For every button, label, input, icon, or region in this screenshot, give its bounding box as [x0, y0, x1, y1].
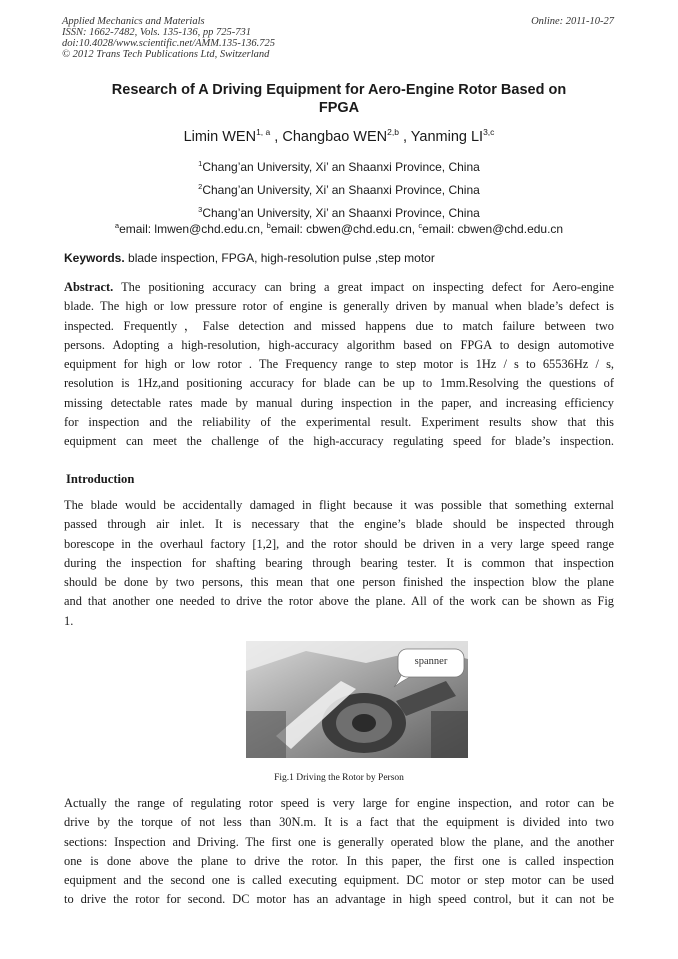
callout-label: spanner [414, 656, 448, 667]
body-line: to drive the rotor for second. DC motor has an advantage in high speed control, but it can not be [64, 892, 614, 907]
introduction-line: 1. [64, 613, 74, 628]
abstract-line-text: The positioning accuracy can bring a great impact on inspecting defect for Aero-engine [113, 280, 614, 294]
abstract-line: blade. The high or low pressure rotor of engine is generally driven by manual when blade’s defect is [64, 299, 614, 314]
abstract-line: missing detectable rates made by manual during inspection in the paper, and increasing efficiency [64, 395, 614, 410]
right-shadow [431, 711, 468, 758]
affiliation-sup: 3 [198, 205, 203, 214]
affiliation-text: Chang’an University, Xi’ an Shaanxi Province, China [202, 206, 480, 220]
affiliation-line [0, 154, 678, 177]
email-sup: b [266, 221, 271, 230]
affiliation-line [0, 177, 678, 200]
affiliation-sup: 2 [198, 182, 203, 191]
left-shadow [246, 711, 286, 758]
email-sup: c [418, 221, 423, 230]
online-date: Online: 2011-10-27 [531, 16, 614, 27]
abstract [64, 278, 614, 452]
author-name: Yanming LI [410, 128, 484, 145]
figure-1-photo [246, 641, 468, 758]
abstract-line [64, 278, 614, 297]
introduction-line: should be done by two persons, this mean that one person finished the inspection blow the plane [64, 575, 614, 590]
body-line: drive by the torque of not less than 30N.m. It is a fact that the equipment is divided into two [64, 815, 614, 830]
introduction-line: passed through air inlet. It is necessary that the engine’s blade should be inspected through [64, 517, 614, 532]
keywords-label: Keywords. [64, 251, 125, 265]
keywords-text: blade inspection, FPGA, high-resolution pulse ,step motor [124, 251, 435, 265]
affiliation-sup: 1 [198, 159, 203, 168]
body-line: one is done above the plane to drive the rotor. In this paper, the first one is called inspection [64, 853, 614, 868]
title-line-2: FPGA [318, 100, 360, 116]
affiliation-text: Chang’an University, Xi’ an Shaanxi Province, China [202, 183, 480, 197]
author-sup: 1, a [256, 127, 271, 137]
body-line: Actually the range of regulating rotor speed is very large for engine inspection, and rotor can be [64, 796, 614, 810]
abstract-line: inspected. Frequently，False detection and missed happens due to match failure between two [64, 318, 614, 333]
paper-title [0, 81, 678, 117]
keywords [64, 250, 435, 266]
author-name: Limin WEN [183, 128, 257, 145]
introduction-line: The blade would be accidentally damaged in flight because it was possible that something external [64, 498, 614, 512]
author-sup: 2,b [387, 127, 399, 137]
email-text: email: lmwen@chd.edu.cn, [119, 222, 267, 236]
introduction-line: during the inspection for shafting bearing through bearing tester. It is common that inspection [64, 555, 614, 570]
body-line: equipment and the second one is called executing equipment. DC motor or step motor can be used [64, 873, 614, 888]
affiliations [0, 154, 678, 223]
abstract-line: equipment can meet the challenge of the high-accuracy regulating speed for blade’s inspection. [64, 434, 614, 449]
abstract-label: Abstract. [64, 280, 114, 294]
introduction-line: and that another one needed to drive the rotor above the plane. All of the work can be shown as Fig [64, 594, 614, 609]
author-list [0, 122, 678, 147]
title-line-1: Research of A Driving Equipment for Aero-Engine Rotor Based on [111, 82, 567, 98]
affiliation-text: Chang’an University, Xi’ an Shaanxi Province, China [202, 160, 480, 174]
body-paragraph [64, 794, 614, 910]
email-text: email: cbwen@chd.edu.cn [422, 222, 564, 236]
abstract-line: equipment for high or low rotor . The Frequency range to step motor is 1Hz / s to 65536Hz / s, [64, 357, 614, 372]
journal-name: Applied Mechanics and Materials [62, 16, 205, 27]
abstract-line: resolution is 1Hz,and positioning accuracy for blade can be up to 1mm.Resolving the questions of [64, 376, 614, 391]
author-name: Changbao WEN [282, 128, 388, 145]
issn-line: ISSN: 1662-7482, Vols. 135-136, pp 725-731 [62, 27, 251, 38]
doi-line: doi:10.4028/www.scientific.net/AMM.135-136.725 [62, 38, 275, 49]
author-separator: , [270, 128, 283, 145]
body-line: sections: Inspection and Driving. The first one is generally operated blow the plane, and the another [64, 834, 614, 849]
rotor-hub [352, 714, 376, 732]
figure-1-caption: Fig.1 Driving the Rotor by Person [274, 773, 404, 783]
introduction-paragraph [64, 496, 614, 631]
email-line [0, 218, 678, 237]
email-sup: a [114, 221, 120, 230]
abstract-line: for inspection and the reliability of the experimental result. Experiment results show that this [64, 415, 614, 430]
abstract-line: persons. Adopting a high-resolution, high-accuracy algorithm based on FPGA to design automotive [64, 337, 614, 352]
author-sup: 3,c [483, 127, 495, 137]
introduction-heading: Introduction [66, 472, 135, 486]
introduction-line: borescope in the overhaul factory [1,2], and the rotor should be driven in a very large speed range [64, 536, 614, 551]
email-text: email: cbwen@chd.edu.cn, [270, 222, 419, 236]
copyright-line: © 2012 Trans Tech Publications Ltd, Switzerland [62, 49, 270, 60]
author-separator: , [398, 128, 411, 145]
